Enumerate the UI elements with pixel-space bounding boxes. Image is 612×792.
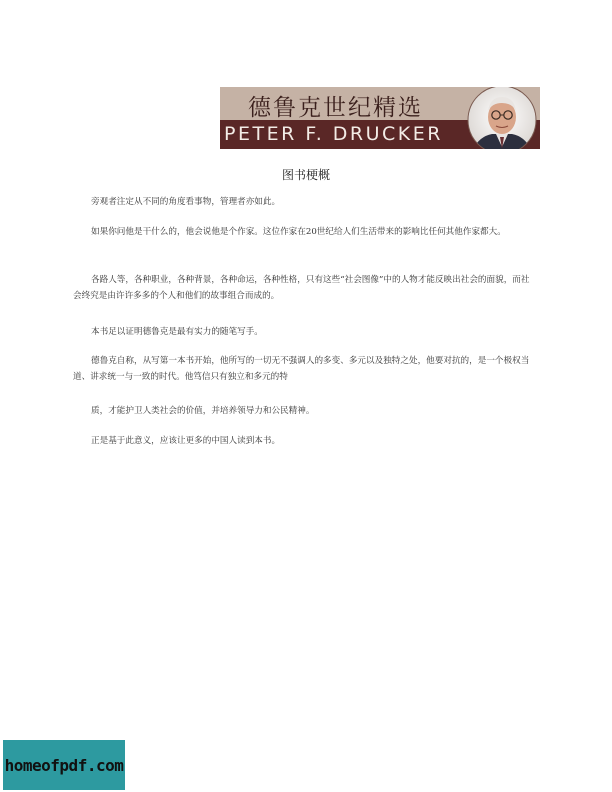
paragraph-7: 正是基于此意义，应该让更多的中国人读到本书。 [91,436,281,446]
paragraph-2: 如果你问他是干什么的，他会说他是个作家。这位作家在20世纪给人们生活带来的影响比任何其他作家都大。 [91,227,506,237]
series-banner [220,87,540,149]
author-portrait [462,87,540,149]
paragraph-6: 质，才能护卫人类社会的价值，并培养领导力和公民精神。 [91,406,315,416]
paragraph-3: 各路人等，各种职业，各种背景，各种命运，各种性格，只有这些“社会图像”中的人物才能反映出社会的面貌，而社会终究是由许许多多的个人和他们的故事组合而成的。 [73,275,530,301]
page-heading: 图书梗概 [281,168,330,182]
watermark-text: homeofpdf.com [4,755,124,775]
paragraph-1: 旁观者注定从不同的角度看事物，管理者亦如此。 [91,197,281,207]
watermark-badge[interactable] [3,740,125,790]
paragraph-4: 本书足以证明德鲁克是最有实力的随笔写手。 [91,327,263,337]
paragraph-5: 德鲁克自称，从写第一本书开始，他所写的一切无不强调人的多变、多元以及独特之处，他要对抗的，是一个极权当道、讲求统一与一致的时代。他笃信只有独立和多元的特 [73,356,530,382]
author-name: PETER F. DRUCKER [224,123,443,145]
series-title: 德鲁克世纪精选 [248,95,423,121]
